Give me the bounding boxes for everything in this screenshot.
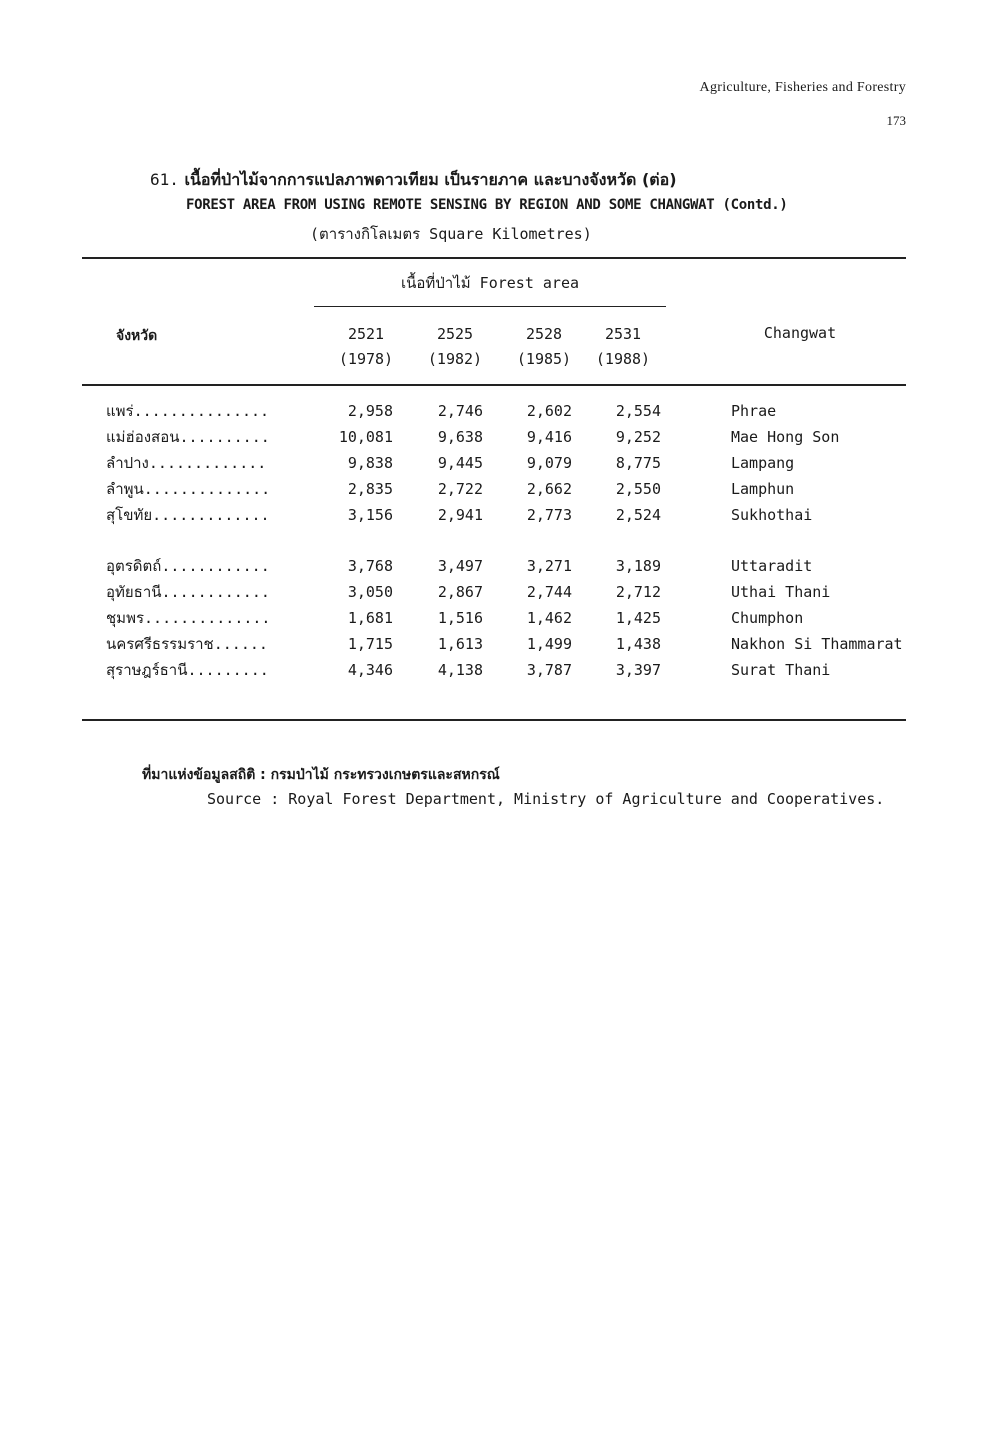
value-2525: 2,722 [437, 480, 483, 498]
value-2525: 9,445 [437, 454, 483, 472]
year-be: 2528 [525, 325, 563, 343]
table-row [0, 424, 990, 450]
province-thai: สุราษฎร์ธานี......... [106, 661, 269, 679]
province-thai: ชุมพร.............. [106, 609, 271, 627]
source-thai: ที่มาแห่งข้อมูลสถิติ : กรมป่าไม้ กระทรวงเกษตรและสหกรณ์ [142, 767, 500, 783]
value-2528: 2,773 [526, 506, 572, 524]
province-thai: อุทัยธานี............ [106, 583, 270, 601]
value-2531: 2,550 [615, 480, 661, 498]
province-english: Lamphun [731, 480, 795, 498]
table-title-thai [150, 168, 677, 193]
value-2521: 3,768 [347, 557, 393, 575]
value-2521: 3,156 [347, 506, 393, 524]
province-english: Mae Hong Son [731, 428, 840, 446]
value-2528: 3,271 [526, 557, 572, 575]
value-2531: 8,775 [615, 454, 661, 472]
year-ce: (1982) [427, 350, 483, 368]
province-english: Chumphon [731, 609, 804, 627]
value-2531: 1,438 [615, 635, 661, 653]
year-ce: (1988) [595, 350, 651, 368]
value-2531: 2,554 [615, 402, 661, 420]
province-thai: สุโขทัย............. [106, 506, 270, 524]
value-2531: 1,425 [615, 609, 661, 627]
table-row [0, 450, 990, 476]
table-title-english: FOREST AREA FROM USING REMOTE SENSING BY REGION AND SOME CHANGWAT (Contd.) [186, 197, 788, 213]
year-be: 2525 [436, 325, 474, 343]
value-2528: 2,602 [526, 402, 572, 420]
province-english: Lampang [731, 454, 795, 472]
value-2521: 2,958 [347, 402, 393, 420]
year-be: 2531 [604, 325, 642, 343]
value-2528: 9,079 [526, 454, 572, 472]
value-2528: 3,787 [526, 661, 572, 679]
value-2531: 2,712 [615, 583, 661, 601]
value-2531: 9,252 [615, 428, 661, 446]
table-row [0, 476, 990, 502]
value-2521: 3,050 [347, 583, 393, 601]
running-head: Agriculture, Fisheries and Forestry [699, 80, 906, 95]
value-2528: 2,744 [526, 583, 572, 601]
value-2525: 4,138 [437, 661, 483, 679]
table-top-rule [82, 257, 906, 259]
column-header-changwat-thai: จังหวัด [116, 328, 158, 344]
table-row [0, 631, 990, 657]
value-2528: 9,416 [526, 428, 572, 446]
table-row [0, 502, 990, 528]
table-row [0, 579, 990, 605]
table-row [0, 398, 990, 424]
value-2525: 2,941 [437, 506, 483, 524]
forest-area-header: เนื้อที่ป่าไม้ Forest area [400, 274, 580, 292]
province-english: Surat Thani [731, 661, 831, 679]
province-thai: แม่ฮ่องสอน.......... [106, 428, 270, 446]
source-english: Source : Royal Forest Department, Ministry of Agriculture and Cooperatives. [207, 790, 885, 808]
unit-label: (ตารางกิโลเมตร Square Kilometres) [310, 225, 592, 243]
province-english: Sukhothai [731, 506, 813, 524]
value-2521: 2,835 [347, 480, 393, 498]
province-english: Uthai Thani [731, 583, 831, 601]
province-thai: นครศรีธรรมราช...... [106, 635, 268, 653]
value-2521: 10,081 [338, 428, 393, 446]
year-header-3 [504, 322, 584, 372]
province-english: Uttaradit [731, 557, 813, 575]
value-2525: 2,867 [437, 583, 483, 601]
value-2525: 1,613 [437, 635, 483, 653]
value-2521: 9,838 [347, 454, 393, 472]
table-row [0, 553, 990, 579]
value-2521: 4,346 [347, 661, 393, 679]
value-2528: 2,662 [526, 480, 572, 498]
value-2528: 1,462 [526, 609, 572, 627]
table-row [0, 657, 990, 683]
value-2525: 1,516 [437, 609, 483, 627]
value-2525: 3,497 [437, 557, 483, 575]
value-2521: 1,715 [347, 635, 393, 653]
year-ce: (1985) [516, 350, 572, 368]
value-2531: 3,189 [615, 557, 661, 575]
value-2521: 1,681 [347, 609, 393, 627]
province-thai: อุตรดิตถ์............ [106, 557, 270, 575]
year-header-4 [583, 322, 663, 372]
province-english: Phrae [731, 402, 777, 420]
page-number: 173 [886, 113, 906, 128]
title-thai-text: เนื้อที่ป่าไม้จากการแปลภาพดาวเทียม เป็นรายภาค และบางจังหวัด (ต่อ) [184, 170, 677, 189]
value-2531: 2,524 [615, 506, 661, 524]
table-bottom-rule [82, 719, 906, 721]
province-thai: ลำปาง............. [106, 454, 267, 472]
year-be: 2521 [347, 325, 385, 343]
year-header-2 [415, 322, 495, 372]
province-thai: ลำพูน.............. [106, 480, 271, 498]
table-header-rule [82, 384, 906, 386]
year-header-1 [326, 322, 406, 372]
table-number: 61. [150, 170, 179, 189]
year-ce: (1978) [338, 350, 394, 368]
value-2525: 2,746 [437, 402, 483, 420]
value-2525: 9,638 [437, 428, 483, 446]
column-header-changwat-english: Changwat [763, 324, 837, 342]
province-thai: แพร่............... [106, 402, 270, 420]
province-english: Nakhon Si Thammarat [731, 635, 903, 653]
value-2531: 3,397 [615, 661, 661, 679]
forest-area-span-rule [314, 306, 666, 307]
value-2528: 1,499 [526, 635, 572, 653]
table-row [0, 605, 990, 631]
